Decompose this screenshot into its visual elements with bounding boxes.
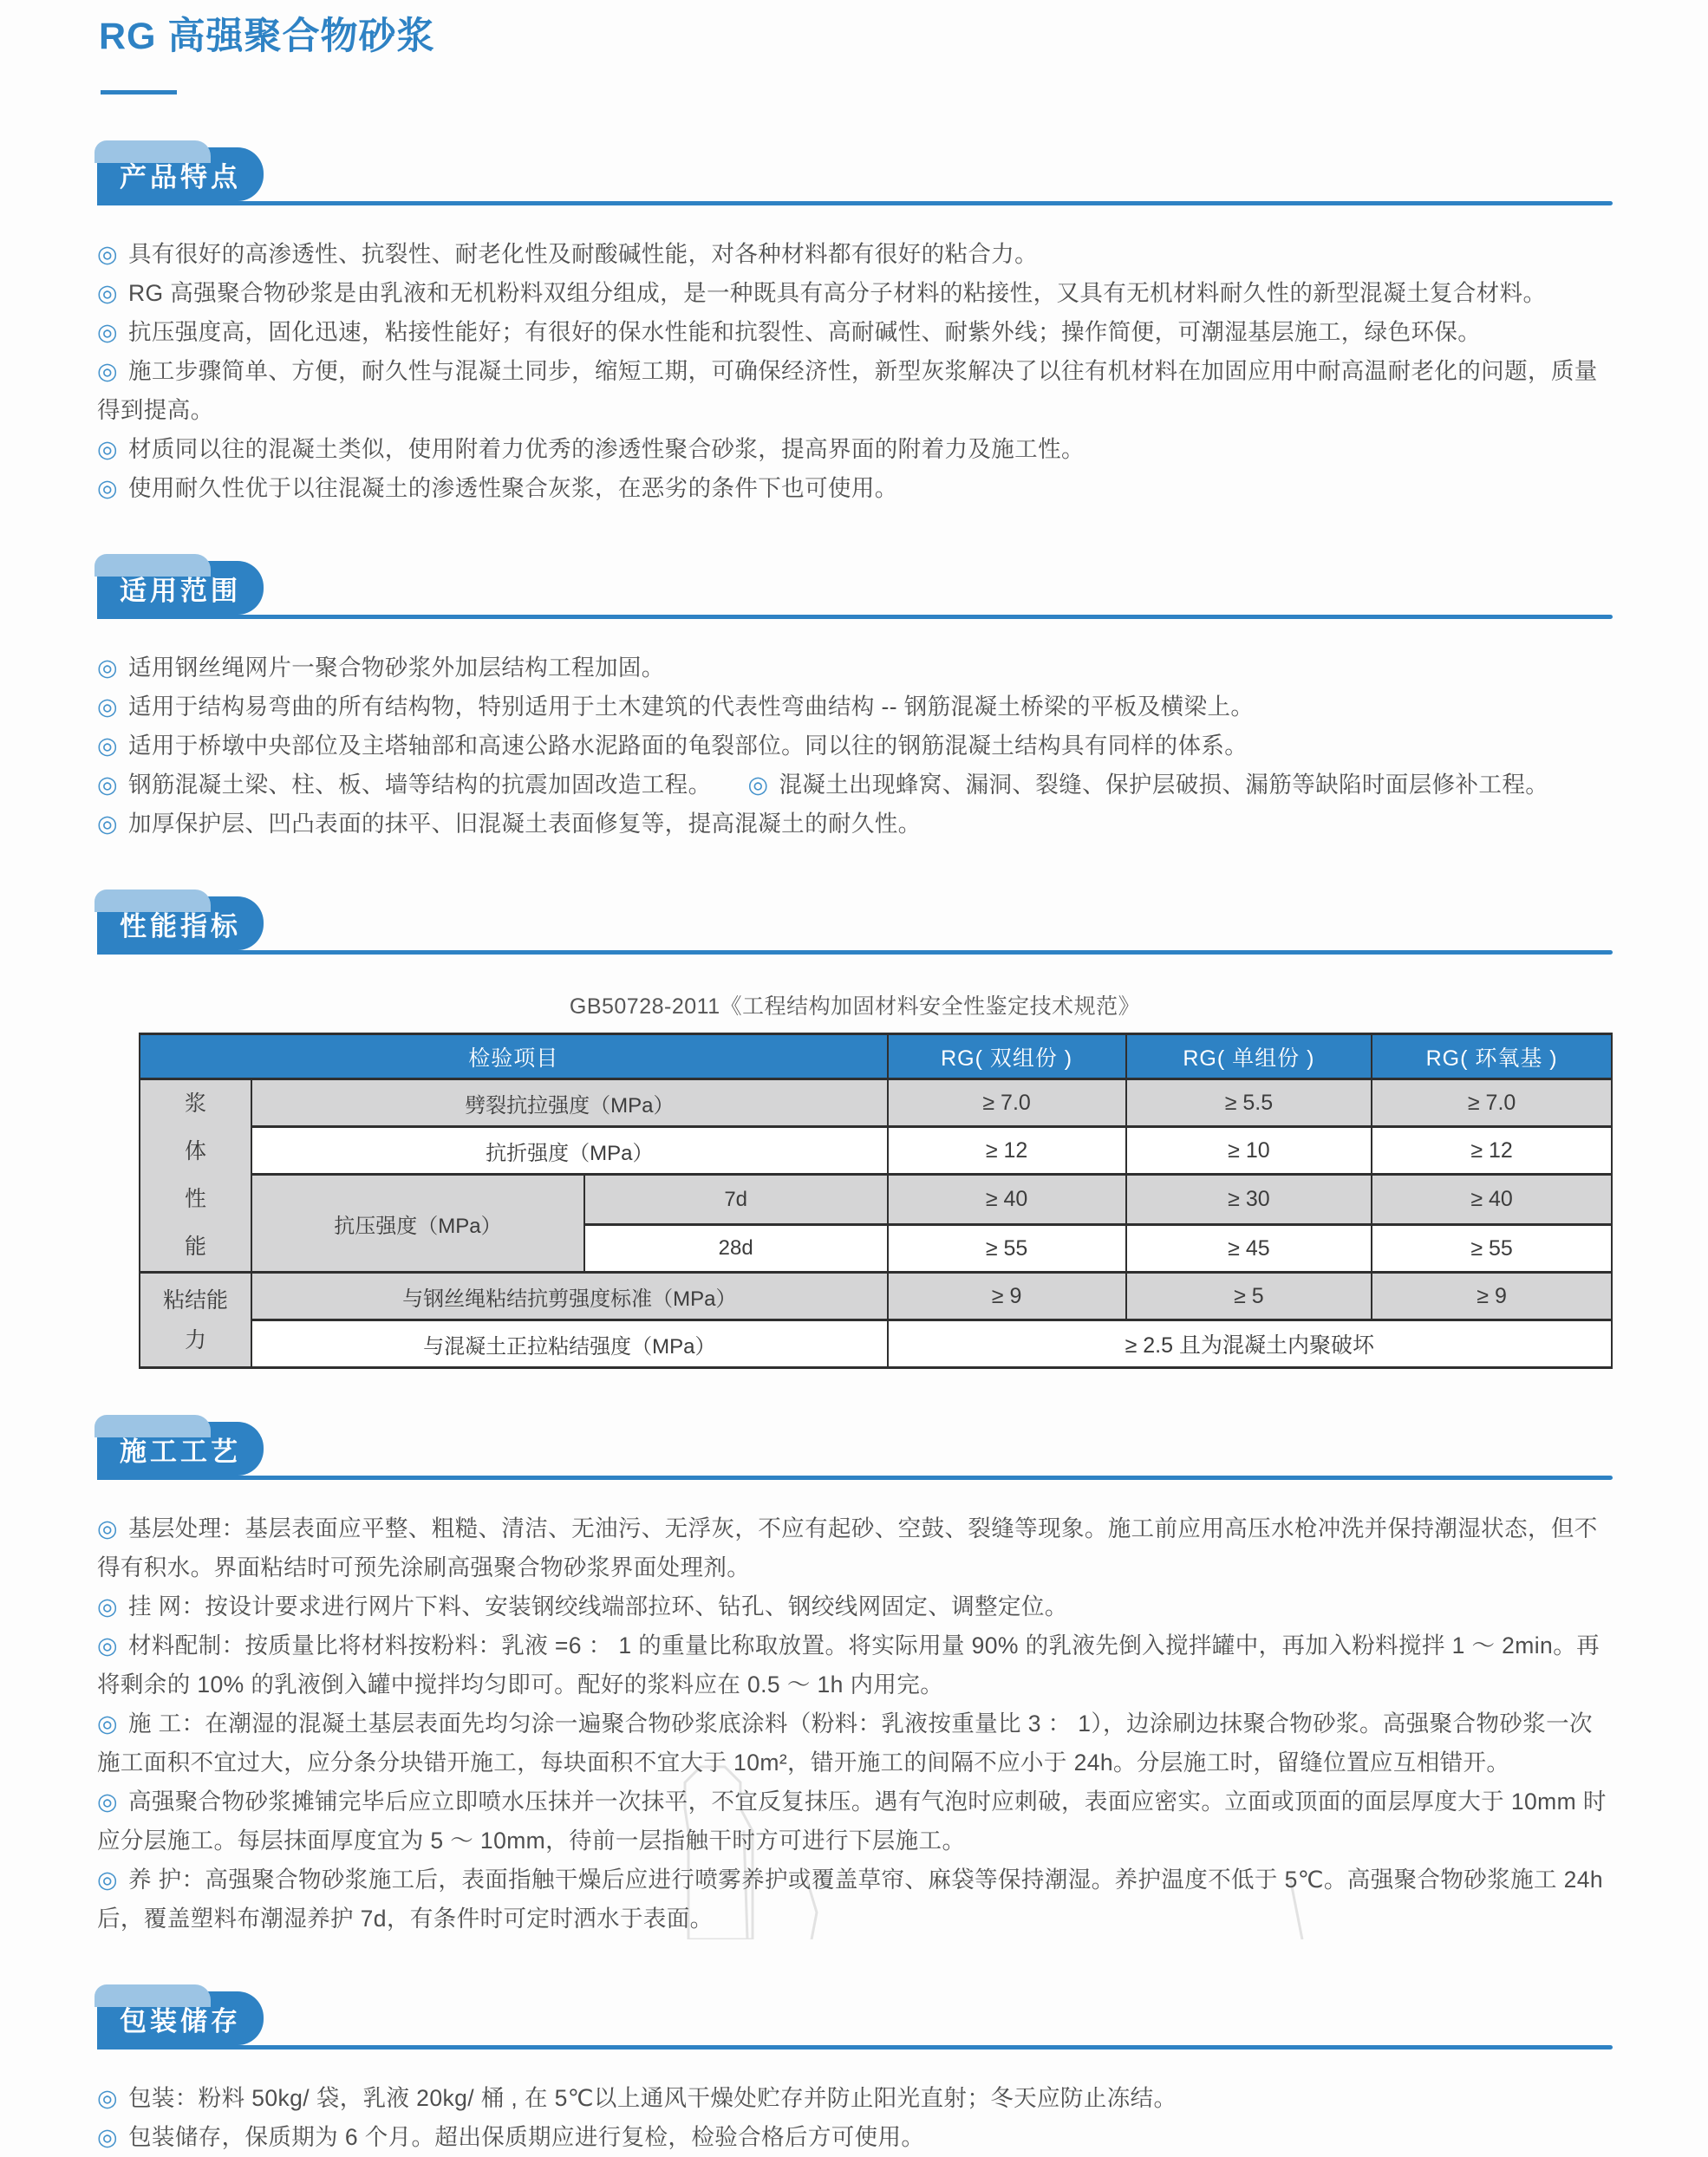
section-heading-label: 适用范围	[120, 575, 241, 606]
row-name-cell: 与钢丝绳粘结抗剪强度标准（MPa）	[251, 1273, 888, 1320]
section-header	[97, 1419, 1613, 1480]
bullet-text: 混凝土出现蜂窝、漏洞、裂缝、保护层破损、漏筋等缺陷时面层修补工程。	[779, 772, 1549, 798]
bullet-text: 包装：粉料 50kg/ 袋，乳液 20kg/ 桶 , 在 5℃以上通风干燥处贮存并防止阳光直射；冬天应防止冻结。	[127, 2085, 1177, 2111]
section-heading-tab	[97, 1422, 264, 1476]
performance-table	[139, 1033, 1613, 1369]
bullet-item	[97, 727, 1613, 766]
section-scope	[97, 558, 1613, 844]
table-row	[140, 1079, 1612, 1127]
packaging-list	[97, 2079, 1613, 2157]
bullet-text: 适用钢丝绳网片一聚合物砂浆外加层结构工程加固。	[127, 655, 665, 681]
table-row	[140, 1127, 1612, 1175]
value-cell: ≥ 45	[1126, 1225, 1372, 1273]
section-underline	[97, 2045, 1613, 2049]
bullet-icon: ◎	[97, 475, 118, 501]
table-caption: GB50728-2011《工程结构加固材料安全性鉴定技术规范》	[569, 994, 1141, 1019]
column-header-rg-double: RG( 双组份 )	[888, 1034, 1126, 1079]
sub-period-cell: 7d	[584, 1175, 888, 1225]
row-name-cell: 劈裂抗拉强度（MPa）	[251, 1079, 888, 1127]
value-cell: ≥ 9	[1372, 1273, 1612, 1320]
group-label-cell: 浆体性能	[140, 1079, 251, 1273]
bullet-icon: ◎	[97, 655, 118, 681]
bullet-text: 材质同以往的混凝土类似，使用附着力优秀的渗透性聚合砂浆，提高界面的附着力及施工性。	[127, 436, 1085, 462]
value-cell: ≥ 30	[1126, 1175, 1372, 1225]
section-underline	[97, 201, 1613, 205]
bullet-item	[97, 235, 1613, 274]
section-heading-tab	[97, 1991, 264, 2045]
section-packaging	[97, 1989, 1613, 2157]
bullet-text: 施工步骤简单、方便，耐久性与混凝土同步，缩短工期，可确保经济性，新型灰浆解决了以往有机材料在加固应用中耐高温耐老化的问题，质量得到提高。	[97, 358, 1598, 423]
value-cell: ≥ 40	[888, 1175, 1126, 1225]
bullet-icon: ◎	[97, 319, 118, 345]
bullet-icon: ◎	[97, 733, 118, 759]
bullet-item	[97, 805, 1613, 844]
bullet-text: 养 护：高强聚合物砂浆施工后，表面指触干燥后应进行喷雾养护或覆盖草帘、麻袋等保持潮湿。养护温度不低于 5℃。高强聚合物砂浆施工 24h 后，覆盖塑料布潮湿养护 7d，有条件时可定时洒水于表面。	[97, 1867, 1604, 1932]
bullet-item	[97, 313, 1613, 352]
value-cell: ≥ 55	[888, 1225, 1126, 1273]
bullet-text: 包装储存，保质期为 6 个月。超出保质期应进行复检，检验合格后方可使用。	[127, 2124, 925, 2150]
table-header-row	[140, 1034, 1612, 1079]
section-header	[97, 558, 1613, 619]
section-underline	[97, 1476, 1613, 1480]
value-cell: ≥ 5	[1126, 1273, 1372, 1320]
bullet-icon: ◎	[97, 358, 118, 384]
bullet-text: 具有很好的高渗透性、抗裂性、耐老化性及耐酸碱性能，对各种材料都有很好的粘合力。	[127, 241, 1039, 267]
bullet-item	[97, 469, 1613, 508]
bullet-item	[97, 1587, 1613, 1626]
value-cell: ≥ 7.0	[888, 1079, 1126, 1127]
bullet-text: 抗压强度高，固化迅速，粘接性能好；有很好的保水性能和抗裂性、高耐碱性、耐紫外线；操作简便，可潮湿基层施工，绿色环保。	[127, 319, 1482, 345]
row-name-cell: 与混凝土正拉粘结强度（MPa）	[251, 1320, 888, 1368]
bullet-icon: ◎	[97, 280, 118, 306]
bullet-item	[97, 1782, 1613, 1860]
section-heading-tab	[97, 147, 264, 201]
section-header	[97, 894, 1613, 955]
bullet-text: 使用耐久性优于以往混凝土的渗透性聚合灰浆，在恶劣的条件下也可使用。	[127, 475, 898, 501]
row-name-cell: 抗折强度（MPa）	[251, 1127, 888, 1175]
value-cell: ≥ 7.0	[1372, 1079, 1612, 1127]
bullet-icon: ◎	[97, 1593, 118, 1619]
table-row	[140, 1175, 1612, 1225]
bullet-text: 施 工：在潮湿的混凝土基层表面先均匀涂一遍聚合物砂浆底涂料（粉料：乳液按重量比 3 ： 1），边涂刷边抹聚合物砂浆。高强聚合物砂浆一次施工面积不宜过大，应分条分块错开施工，每块面积不宜大于 10m²，错开施工的间隔不应小于 24h。分层施工时，留缝位置应互相错开。	[97, 1711, 1593, 1776]
value-cell: ≥ 12	[888, 1127, 1126, 1175]
section-heading-tab	[97, 561, 264, 615]
bullet-text: 挂 网：按设计要求进行网片下料、安装钢绞线端部拉环、钻孔、钢绞线网固定、调整定位。	[127, 1593, 1068, 1619]
features-list	[97, 235, 1613, 508]
bullet-icon: ◎	[97, 1515, 118, 1541]
bullet-icon: ◎	[97, 772, 118, 798]
section-underline	[97, 615, 1613, 619]
bullet-text: 适用于桥墩中央部位及主塔轴部和高速公路水泥路面的龟裂部位。同以往的钢筋混凝土结构具有同样的体系。	[127, 733, 1248, 759]
bullet-icon: ◎	[97, 241, 118, 267]
section-heading-label: 性能指标	[120, 910, 241, 942]
column-header-item: 检验项目	[140, 1034, 888, 1079]
scope-list	[97, 648, 1613, 844]
section-underline	[97, 950, 1613, 955]
bullet-text: 适用于结构易弯曲的所有结构物，特别适用于土木建筑的代表性弯曲结构 -- 钢筋混凝土桥梁的平板及横梁上。	[127, 694, 1255, 720]
bullet-item	[97, 1626, 1613, 1704]
page-title: RG 高强聚合物砂浆	[99, 16, 435, 57]
value-cell: ≥ 40	[1372, 1175, 1612, 1225]
bullet-icon: ◎	[97, 1789, 118, 1815]
bullet-icon: ◎	[97, 694, 118, 720]
bullet-icon: ◎	[97, 1632, 118, 1658]
table-row	[140, 1320, 1612, 1368]
bullet-icon: ◎	[97, 436, 118, 462]
bullet-icon: ◎	[97, 2085, 118, 2111]
section-header	[97, 145, 1613, 205]
row-name-cell: 抗压强度（MPa）	[251, 1175, 584, 1273]
datasheet-page	[0, 14, 1708, 2157]
value-cell-merged: ≥ 2.5 且为混凝土内聚破坏	[888, 1320, 1612, 1368]
value-cell: ≥ 9	[888, 1273, 1126, 1320]
bullet-text: 材料配制：按质量比将材料按粉料：乳液 =6 ： 1 的重量比称取放置。将实际用量 90% 的乳液先倒入搅拌罐中，再加入粉料搅拌 1 ～ 2min。再将剩余的 10% 的乳液倒入罐中搅拌均匀即可。配好的浆料应在 0.5 ～ 1h 内用完。	[97, 1632, 1600, 1698]
bullet-item	[97, 430, 1613, 469]
bullet-item	[97, 352, 1613, 430]
section-heading-label: 包装储存	[120, 2005, 241, 2036]
bullet-item	[97, 688, 1613, 727]
bullet-item	[97, 1509, 1613, 1587]
section-heading-label: 施工工艺	[120, 1436, 241, 1467]
bullet-item	[97, 1860, 1613, 1939]
section-heading-label: 产品特点	[120, 161, 241, 192]
bullet-text: 加厚保护层、凹凸表面的抹平、旧混凝土表面修复等，提高混凝土的耐久性。	[127, 811, 922, 837]
section-heading-tab	[97, 896, 264, 950]
bullet-item	[97, 1704, 1613, 1782]
section-process	[97, 1419, 1613, 1939]
bullet-icon: ◎	[97, 1867, 118, 1893]
title-underline	[101, 90, 177, 94]
sub-period-cell: 28d	[584, 1225, 888, 1273]
bullet-text: 基层处理：基层表面应平整、粗糙、清洁、无油污、无浮灰，不应有起砂、空鼓、裂缝等现象。施工前应用高压水枪冲洗并保持潮湿状态，但不得有积水。界面粘结时可预先涂刷高强聚合物砂浆界面处理剂。	[97, 1515, 1598, 1580]
value-cell: ≥ 5.5	[1126, 1079, 1372, 1127]
process-list	[97, 1509, 1613, 1939]
bullet-icon: ◎	[97, 2124, 118, 2150]
section-performance	[97, 894, 1613, 1369]
value-cell: ≥ 55	[1372, 1225, 1612, 1273]
bullet-text: 钢筋混凝土梁、柱、板、墙等结构的抗震加固改造工程。	[127, 772, 712, 798]
value-cell: ≥ 12	[1372, 1127, 1612, 1175]
table-row	[140, 1273, 1612, 1320]
section-header	[97, 1989, 1613, 2049]
bullet-item	[97, 274, 1613, 313]
group-label-cell: 粘结能力	[140, 1273, 251, 1368]
bullet-text: 高强聚合物砂浆摊铺完毕后应立即喷水压抹并一次抹平，不宜反复抹压。遇有气泡时应刺破，表面应密实。立面或顶面的面层厚度大于 10mm 时应分层施工。每层抹面厚度宜为 5 ～ 10mm，待前一层指触干时方可进行下层施工。	[97, 1789, 1607, 1854]
bullet-item	[97, 2118, 1613, 2157]
column-header-rg-single: RG( 单组份 )	[1126, 1034, 1372, 1079]
bullet-item	[97, 648, 1613, 688]
column-header-rg-epoxy: RG( 环氧基 )	[1372, 1034, 1612, 1079]
bullet-icon: ◎	[97, 1711, 118, 1737]
bullet-icon: ◎	[747, 772, 769, 798]
bullet-item-pair	[97, 766, 1613, 805]
section-features	[97, 145, 1613, 508]
bullet-text: RG 高强聚合物砂浆是由乳液和无机粉料双组分组成，是一种既具有高分子材料的粘接性，又具有无机材料耐久性的新型混凝土复合材料。	[127, 280, 1547, 306]
bullet-icon: ◎	[97, 811, 118, 837]
value-cell: ≥ 10	[1126, 1127, 1372, 1175]
bullet-item	[97, 2079, 1613, 2118]
